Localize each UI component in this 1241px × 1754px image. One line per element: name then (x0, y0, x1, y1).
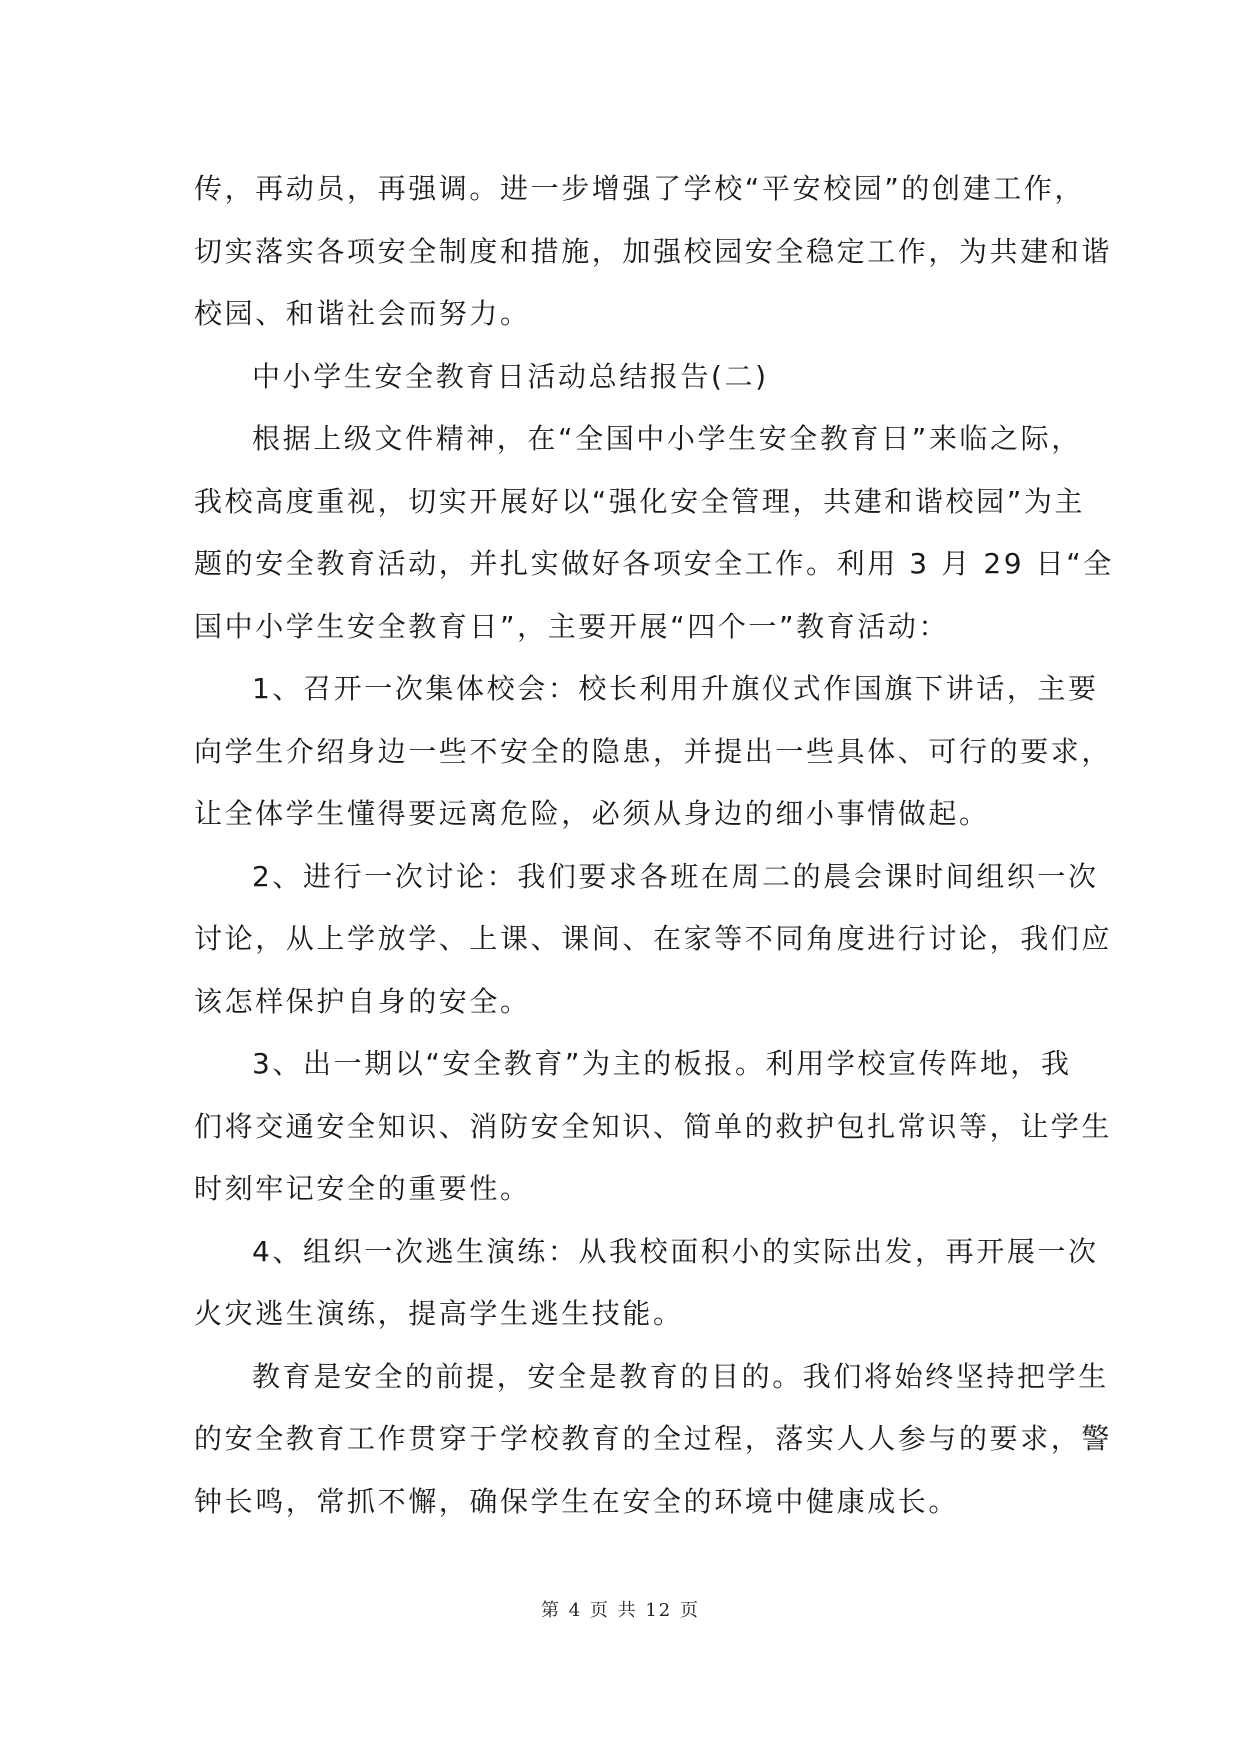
text-line: 让全体学生懂得要远离危险，必须从身边的细小事情做起。 (194, 797, 990, 830)
paragraph-conclusion (194, 1346, 1113, 1534)
text-line: 2、进行一次讨论：我们要求各班在周二的晨会课时间组织一次 (252, 859, 1099, 893)
text-line: 讨论，从上学放学、上课、课间、在家等不同角度进行讨论，我们应 (194, 922, 1113, 955)
text-line: 钟长鸣，常抓不懈，确保学生在安全的环境中健康成长。 (194, 1484, 960, 1518)
text-line: 教育是安全的前提，安全是教育的目的。我们将始终坚持把学生 (252, 1359, 1109, 1393)
section-title (194, 346, 1056, 409)
paragraph-item-1 (194, 658, 1113, 846)
text-line: 1、召开一次集体校会：校长利用升旗仪式作国旗下讲话，主要 (252, 672, 1099, 705)
text-line: 该怎样保护自身的安全。 (194, 984, 531, 1018)
text-line: 3、出一期以“安全教育”为主的板报。利用学校宣传阵地，我 (252, 1047, 1072, 1080)
text-line: 们将交通安全知识、消防安全知识、简单的救护包扎常识等，让学生 (194, 1109, 1113, 1143)
text-line: 时刻牢记安全的重要性。 (194, 1172, 531, 1205)
text-line: 向学生介绍身边一些不安全的隐患，并提出一些具体、可行的要求， (194, 734, 1113, 768)
text-line: 中小学生安全教育日活动总结报告(二) (252, 359, 769, 393)
text-line: 火灾逃生演练，提高学生逃生技能。 (194, 1297, 684, 1330)
text-line: 切实落实各项安全制度和措施，加强校园安全稳定工作，为共建和谐 (194, 234, 1113, 268)
text-line: 的安全教育工作贯穿于学校教育的全过程，落实人人参与的要求，警 (194, 1422, 1113, 1455)
text-line: 根据上级文件精神，在“全国中小学生安全教育日”来临之际， (252, 422, 1082, 455)
paragraph-continuation (194, 158, 1113, 346)
text-line: 我校高度重视，切实开展好以“强化安全管理，共建和谐校园”为主 (194, 484, 1086, 518)
text-line: 传，再动员，再强调。进一步增强了学校“平安校园”的创建工作， (194, 172, 1086, 205)
page-number-footer: 第 4 页 共 12 页 (541, 1600, 700, 1621)
paragraph-intro (194, 408, 1114, 658)
text-line: 校园、和谐社会而努力。 (194, 297, 531, 330)
document-body (194, 158, 1114, 1533)
paragraph-item-4 (194, 1221, 1099, 1346)
paragraph-item-3 (194, 1033, 1113, 1221)
paragraph-item-2 (194, 846, 1113, 1034)
text-line: 国中小学生安全教育日”，主要开展“四个一”教育活动： (194, 609, 950, 643)
text-line: 4、组织一次逃生演练：从我校面积小的实际出发，再开展一次 (252, 1234, 1099, 1268)
text-line: 题的安全教育活动，并扎实做好各项安全工作。利用 3 月 29 日“全 (194, 547, 1114, 580)
